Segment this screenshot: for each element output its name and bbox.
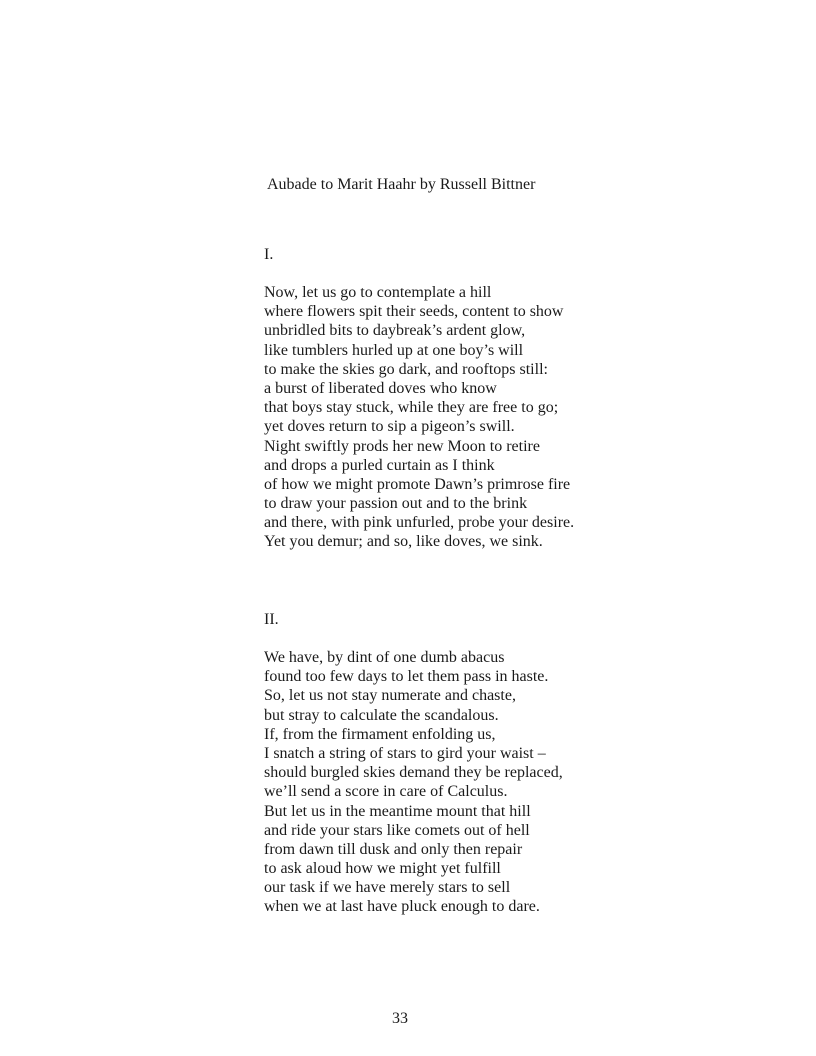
poem-line: from dawn till dusk and only then repair [264,840,523,858]
poem-line: a burst of liberated doves who know [264,379,497,397]
poem-line: we’ll send a score in care of Calculus. [264,783,508,801]
poem-line: should burgled skies demand they be replaced, [264,764,563,782]
poem-line: So, let us not stay numerate and chaste, [264,687,516,705]
poem-line: and ride your stars like comets out of hell [264,821,530,839]
poem-line: that boys stay stuck, while they are free to go; [264,399,559,417]
stanza-2 [264,648,563,917]
section-heading-2: II. [264,611,279,628]
poem-line: our task if we have merely stars to sell [264,879,511,897]
poem-line: to draw your passion out and to the brink [264,495,528,513]
poem-line: If, from the firmament enfolding us, [264,725,496,743]
poem-title: Aubade to Marit Haahr by Russell Bittner [267,176,536,193]
poem-line: unbridled bits to daybreak’s ardent glow, [264,322,526,340]
poem-line: to ask aloud how we might yet fulfill [264,860,501,878]
poem-line: Night swiftly prods her new Moon to retire [264,437,540,455]
poem-line: but stray to calculate the scandalous. [264,706,499,724]
poem-line: yet doves return to sip a pigeon’s swill. [264,418,515,436]
poem-line: of how we might promote Dawn’s primrose fire [264,475,571,493]
poem-line: Yet you demur; and so, like doves, we sink. [264,533,543,551]
page-number: 33 [392,1010,408,1027]
poem-line: I snatch a string of stars to gird your waist – [264,744,546,762]
poem-line: when we at last have pluck enough to dare. [264,898,540,916]
section-heading-1: I. [264,246,274,263]
stanza-1 [264,283,574,552]
poem-line: where flowers spit their seeds, content to show [264,303,564,321]
poem-line: like tumblers hurled up at one boy’s will [264,341,524,359]
poem-line: found too few days to let them pass in haste. [264,668,549,686]
poem-line: and there, with pink unfurled, probe your desire. [264,514,575,532]
poem-line: Now, let us go to contemplate a hill [264,284,492,301]
poem-line: and drops a purled curtain as I think [264,456,495,474]
poem-line: to make the skies go dark, and rooftops still: [264,360,548,378]
poem-line: But let us in the meantime mount that hill [264,802,531,820]
poem-line: We have, by dint of one dumb abacus [264,649,505,666]
